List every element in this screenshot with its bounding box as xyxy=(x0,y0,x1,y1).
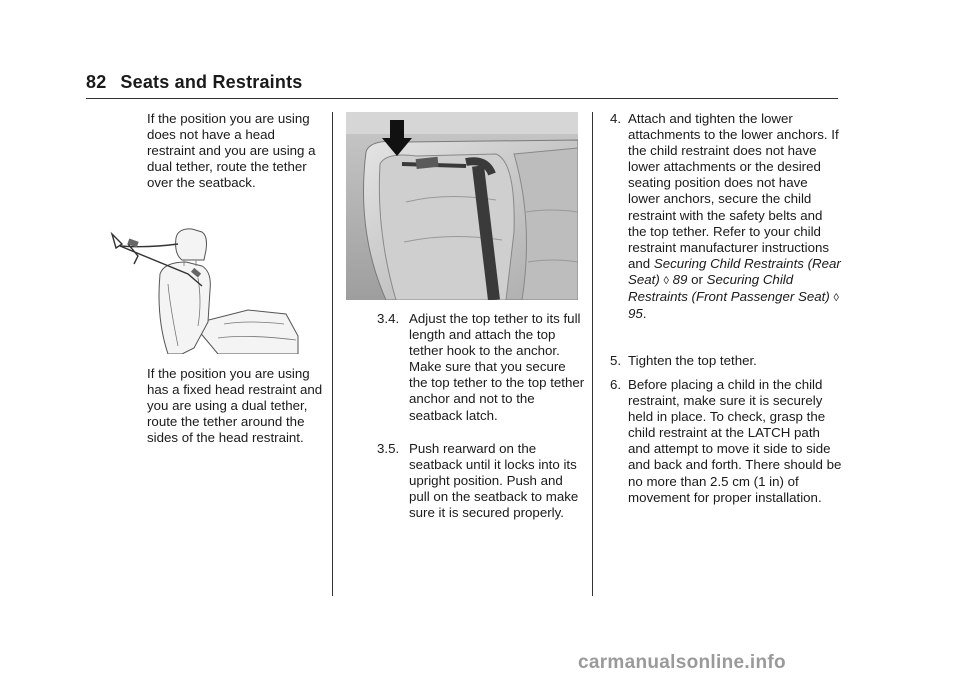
step-text xyxy=(628,111,842,322)
rear-seat-photo xyxy=(346,112,578,300)
paragraph-fixed-head-restraint: If the position you are using has a fixed head restraint and you are using a dual tether, route the tether around the sides of the head restraint. xyxy=(147,366,323,446)
page-ref-89[interactable]: 89 xyxy=(672,271,688,287)
step-number: 4. xyxy=(610,111,622,126)
photo-top-tether-anchor xyxy=(346,112,578,300)
cross-reference-rear-seat[interactable]: Securing Child Restraints (Rear Seat) xyxy=(628,255,841,287)
illustration-dual-tether-over-seatback xyxy=(98,226,302,354)
column-divider-left xyxy=(332,112,333,596)
step-number: 3.4. xyxy=(377,311,400,326)
step-3-5 xyxy=(377,441,585,521)
sentence-end: . xyxy=(642,306,647,322)
step-4 xyxy=(610,111,842,322)
step-number: 6. xyxy=(610,377,622,392)
step-number: 3.5. xyxy=(377,441,400,456)
page-reference-icon: ◊ xyxy=(663,274,669,287)
step-text: Tighten the top tether. xyxy=(628,353,757,368)
step-4-text: Attach and tighten the lower attachments to the lower anchors. If the child restraint does not have lower attachments or the desired seating position does not have lower anchors, secure the child restraint with the safety belts and the top tether. Refer to your child restraint manufacturer instructions and xyxy=(628,111,839,271)
conjunction: or xyxy=(687,271,707,287)
step-text: Push rearward on the seatback until it locks into its upright position. Push and pull on the seatback to make sure it is secured properly. xyxy=(409,441,579,521)
page-number: 82 xyxy=(86,72,107,92)
header-rule xyxy=(86,98,838,99)
watermark: carmanualsonline.info xyxy=(578,652,786,673)
page-reference-icon: ◊ xyxy=(833,292,839,305)
step-text: Before placing a child in the child restraint, make sure it is securely held in place. To check, grasp the child restraint at the LATCH path and attempt to move it side to side and back and forth. There should be no more than 2.5 cm (1 in) of movement for proper installation. xyxy=(628,377,842,505)
step-text: Adjust the top tether to its full length and attach the top tether hook to the anchor. Make sure that you secure the top tether to the top tether anchor and not to the seatback latch. xyxy=(409,311,585,423)
section-title: Seats and Restraints xyxy=(120,72,303,92)
seat-tether-illustration xyxy=(98,226,302,354)
page-ref-95[interactable]: 95 xyxy=(628,306,643,322)
step-5 xyxy=(610,353,842,369)
step-number: 5. xyxy=(610,353,622,368)
paragraph-no-head-restraint: If the position you are using does not have a head restraint and you are using a dual tether, route the tether over the seatback. xyxy=(147,111,316,191)
step-6 xyxy=(610,377,842,506)
step-3-4 xyxy=(377,311,585,424)
page-header xyxy=(86,72,303,93)
column-divider-right xyxy=(592,112,593,596)
cross-reference-front-passenger-seat[interactable]: Securing Child Restraints (Front Passenger Seat) xyxy=(628,271,830,305)
